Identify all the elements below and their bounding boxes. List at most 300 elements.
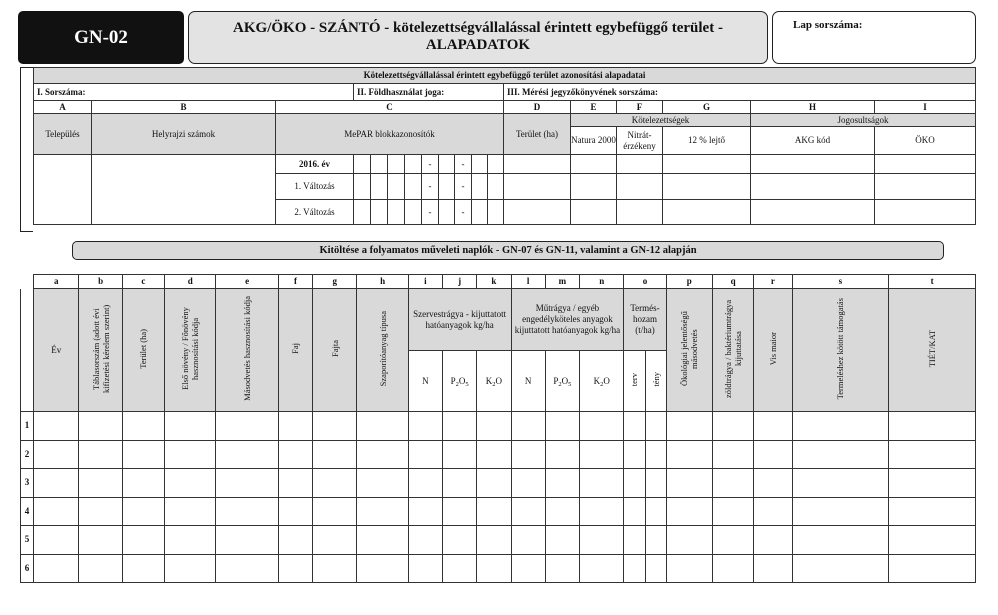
tiet-kat-cell[interactable] — [889, 469, 976, 498]
col-letter-t: t — [889, 275, 976, 289]
mepar-cell[interactable] — [388, 200, 405, 225]
organic-p-letter: P — [450, 375, 456, 386]
mineral-k-letter: K — [593, 375, 601, 386]
col-main-crop — [165, 289, 216, 412]
organic-p2o5-cell[interactable] — [443, 412, 477, 441]
serial-number-index: I. — [37, 86, 43, 97]
oko-cell[interactable] — [875, 200, 976, 225]
vis-maior-cell[interactable] — [754, 440, 792, 469]
col-letter-c: C — [276, 101, 504, 114]
yield-plan-cell[interactable] — [624, 526, 645, 555]
serial-number-label: Sorszáma: — [45, 86, 86, 97]
akg-code-cell[interactable] — [751, 200, 875, 225]
mepar-row-label: 2. Változás — [276, 200, 354, 225]
organic-k2o-cell[interactable] — [477, 440, 511, 469]
organic-p-oxygen: O — [458, 375, 466, 386]
area-cell[interactable] — [122, 440, 164, 469]
plot-number-cell[interactable] — [79, 440, 122, 469]
organic-k-subscript-2: 2 — [492, 380, 496, 388]
col-eco-green-cover-text: Ökológiai jelentőségű másodvetés — [679, 311, 700, 386]
col-letter-a: a — [34, 275, 79, 289]
mineral-n-cell[interactable] — [511, 440, 545, 469]
row-number: 6 — [21, 554, 34, 583]
organic-n-cell[interactable] — [408, 412, 442, 441]
col-parcel-numbers: Helyrajzi számok — [92, 114, 276, 155]
yield-plan-cell[interactable] — [624, 469, 645, 498]
mepar-cell[interactable] — [354, 200, 371, 225]
organic-n-cell[interactable] — [408, 526, 442, 555]
mineral-p2o5-cell[interactable] — [545, 526, 579, 555]
col-letter-b: B — [92, 101, 276, 114]
tiet-kat-cell[interactable] — [889, 440, 976, 469]
area-cell[interactable] — [122, 554, 164, 583]
mineral-k2o-cell[interactable] — [580, 497, 624, 526]
land-use-right-label: Földhasználat joga: — [368, 86, 445, 97]
measurement-record-field[interactable] — [504, 84, 976, 101]
production-aid-cell[interactable] — [792, 440, 889, 469]
col-letter-j: j — [443, 275, 477, 289]
year-cell[interactable] — [34, 412, 79, 441]
col-year: Év — [34, 289, 79, 412]
vis-maior-cell[interactable] — [754, 469, 792, 498]
main-crop-cell[interactable] — [165, 497, 216, 526]
oko-cell[interactable] — [875, 174, 976, 200]
species-cell[interactable] — [278, 554, 312, 583]
mineral-k2o-cell[interactable] — [580, 412, 624, 441]
organic-p-subscript-2: 2 — [455, 380, 459, 388]
mineral-p2o5-cell[interactable] — [545, 440, 579, 469]
col-natura2000: Natura 2000 — [571, 127, 617, 155]
variety-cell[interactable] — [313, 469, 357, 498]
col-settlement: Település — [34, 114, 92, 155]
yield-actual-cell[interactable] — [645, 469, 666, 498]
second-crop-cell[interactable] — [216, 469, 278, 498]
mineral-p-subscript-5: 5 — [568, 380, 572, 388]
col-area: Terület (ha) — [504, 114, 571, 155]
organic-p2o5-cell[interactable] — [443, 440, 477, 469]
mineral-p-oxygen: O — [561, 375, 569, 386]
natura-cell[interactable] — [571, 155, 617, 174]
col-letter-c: c — [122, 275, 164, 289]
nitrate-cell[interactable] — [617, 155, 663, 174]
serial-number-field[interactable] — [34, 84, 354, 101]
mepar-cell[interactable] — [354, 155, 371, 174]
col-species — [278, 289, 312, 412]
col-letter-s: s — [792, 275, 889, 289]
mineral-k2o — [580, 351, 624, 412]
seed-type-cell[interactable] — [357, 412, 408, 441]
group-mineral-fertilizer: Műtrágya / egyéb engedélyköteles anyagok kijuttatott hatóanyagok kg/ha — [511, 289, 624, 351]
green-manure-cell[interactable] — [712, 497, 753, 526]
tiet-kat-cell[interactable] — [889, 497, 976, 526]
nitrate-cell[interactable] — [617, 200, 663, 225]
group-yield: Termés-hozam (t/ha) — [624, 289, 666, 351]
mineral-n-cell[interactable] — [511, 526, 545, 555]
species-cell[interactable] — [278, 497, 312, 526]
akg-code-cell[interactable] — [751, 155, 875, 174]
year-cell[interactable] — [34, 469, 79, 498]
mineral-k-oxygen: O — [603, 375, 610, 386]
mepar-separator: - — [455, 200, 472, 225]
row-number: 2 — [21, 440, 34, 469]
yield-actual-text: tény — [650, 372, 661, 387]
row-number: 5 — [21, 526, 34, 555]
col-letter-r: r — [754, 275, 792, 289]
seed-type-cell[interactable] — [357, 497, 408, 526]
col-letter-a: A — [34, 101, 92, 114]
main-crop-cell[interactable] — [165, 526, 216, 555]
organic-k2o-cell[interactable] — [477, 554, 511, 583]
sheet-number-field[interactable] — [772, 11, 976, 64]
col-main-crop-text: Első növény / Főnövény hasznosítási kódja — [180, 307, 201, 390]
yield-plan-text: terv — [629, 372, 640, 387]
mepar-cell[interactable] — [388, 174, 405, 200]
mineral-n: N — [511, 351, 545, 412]
variety-cell[interactable] — [313, 440, 357, 469]
col-seed-type-text: Szaporítóanyag típusa — [377, 310, 388, 387]
year-cell[interactable] — [34, 554, 79, 583]
organic-k-oxygen: O — [495, 375, 503, 386]
mepar-cell[interactable] — [371, 155, 388, 174]
mineral-n-cell[interactable] — [511, 412, 545, 441]
mepar-cell[interactable] — [488, 200, 504, 225]
mineral-k2o-cell[interactable] — [580, 554, 624, 583]
area-cell[interactable] — [504, 174, 571, 200]
mepar-cell[interactable] — [439, 155, 455, 174]
mineral-p2o5-cell[interactable] — [545, 497, 579, 526]
organic-p2o5-cell[interactable] — [443, 526, 477, 555]
year-cell[interactable] — [34, 440, 79, 469]
organic-k2o-cell[interactable] — [477, 469, 511, 498]
operations-rows — [20, 411, 976, 583]
col-letter-k: k — [477, 275, 511, 289]
col-variety — [313, 289, 357, 412]
green-manure-cell[interactable] — [712, 469, 753, 498]
mineral-p2o5-cell[interactable] — [545, 554, 579, 583]
yield-actual-cell[interactable] — [645, 554, 666, 583]
main-crop-cell[interactable] — [165, 554, 216, 583]
oko-cell[interactable] — [875, 155, 976, 174]
yield-plan-cell[interactable] — [624, 412, 645, 441]
col-mepar: MePAR blokkazonosítók — [276, 114, 504, 155]
mineral-p-letter: P — [553, 375, 559, 386]
mineral-n-cell[interactable] — [511, 497, 545, 526]
seed-type-cell[interactable] — [357, 469, 408, 498]
seed-type-cell[interactable] — [357, 440, 408, 469]
production-aid-cell[interactable] — [792, 412, 889, 441]
land-use-right-index: II. — [357, 86, 367, 97]
organic-p-subscript-5: 5 — [465, 380, 469, 388]
organic-k-letter: K — [485, 375, 493, 386]
organic-k2o-cell[interactable] — [477, 412, 511, 441]
slope-cell[interactable] — [663, 200, 751, 225]
organic-n: N — [408, 351, 442, 412]
year-cell[interactable] — [34, 497, 79, 526]
mepar-cell[interactable] — [472, 155, 488, 174]
form-title-line2: ALAPADATOK — [425, 37, 531, 53]
mepar-cell[interactable] — [472, 200, 488, 225]
organic-k2o-cell[interactable] — [477, 497, 511, 526]
seed-type-cell[interactable] — [357, 554, 408, 583]
seed-type-cell[interactable] — [357, 526, 408, 555]
main-crop-cell[interactable] — [165, 412, 216, 441]
col-oko: ÖKO — [875, 127, 976, 155]
eco-green-cover-cell[interactable] — [666, 526, 712, 555]
area-cell[interactable] — [504, 200, 571, 225]
mepar-separator: - — [422, 155, 439, 174]
col-letter-h: h — [357, 275, 408, 289]
mepar-separator: - — [422, 200, 439, 225]
col-area — [122, 289, 164, 412]
area-cell[interactable] — [504, 155, 571, 174]
main-crop-cell[interactable] — [165, 440, 216, 469]
organic-n-cell[interactable] — [408, 497, 442, 526]
plot-number-cell[interactable] — [79, 526, 122, 555]
production-aid-cell[interactable] — [792, 497, 889, 526]
vis-maior-cell[interactable] — [754, 554, 792, 583]
mepar-cell[interactable] — [371, 200, 388, 225]
yield-plan-cell[interactable] — [624, 497, 645, 526]
col-letter-h: H — [751, 101, 875, 114]
species-cell[interactable] — [278, 469, 312, 498]
tiet-kat-cell[interactable] — [889, 554, 976, 583]
col-letter-f: F — [617, 101, 663, 114]
col-seed-type — [357, 289, 408, 412]
col-letter-g: g — [313, 275, 357, 289]
species-cell[interactable] — [278, 412, 312, 441]
mepar-cell[interactable] — [405, 174, 422, 200]
yield-actual-cell[interactable] — [645, 497, 666, 526]
vis-maior-cell[interactable] — [754, 412, 792, 441]
settlement-cell[interactable] — [34, 155, 92, 225]
year-cell[interactable] — [34, 526, 79, 555]
variety-cell[interactable] — [313, 412, 357, 441]
area-cell[interactable] — [122, 526, 164, 555]
organic-k2o — [477, 351, 511, 412]
section2-banner: Kitöltése a folyamatos műveleti naplók - GN-07 és GN-11, valamint a GN-12 alapján — [72, 241, 944, 260]
mineral-k-subscript-2: 2 — [600, 380, 604, 388]
mineral-k2o-cell[interactable] — [580, 440, 624, 469]
col-area-text: Terület (ha) — [138, 328, 149, 369]
col-akg-code: AKG kód — [751, 127, 875, 155]
col-vis-maior — [754, 289, 792, 412]
second-crop-cell[interactable] — [216, 412, 278, 441]
mineral-k2o-cell[interactable] — [580, 526, 624, 555]
variety-cell[interactable] — [313, 526, 357, 555]
yield-actual-cell[interactable] — [645, 526, 666, 555]
col-green-manure-text: zöldtrágya / baktériumtrágya kijuttatása — [723, 299, 744, 398]
natura-cell[interactable] — [571, 200, 617, 225]
variety-cell[interactable] — [313, 554, 357, 583]
row-number: 1 — [21, 412, 34, 441]
col-second-crop-text: Másodvetés hasznosítási kódja — [242, 296, 253, 401]
mineral-p2o5-cell[interactable] — [545, 412, 579, 441]
slope-cell[interactable] — [663, 155, 751, 174]
form-code-badge: GN-02 — [18, 11, 184, 64]
green-manure-cell[interactable] — [712, 526, 753, 555]
mineral-p2o5 — [545, 351, 579, 412]
table-row — [21, 469, 976, 498]
measurement-record-label: Mérési jegyzőkönyvének sorszáma: — [522, 86, 658, 97]
mepar-row-label: 2016. év — [276, 155, 354, 174]
mineral-n-cell[interactable] — [511, 554, 545, 583]
col-eco-green-cover — [666, 289, 712, 412]
table-row — [21, 440, 976, 469]
organic-p2o5-cell[interactable] — [443, 554, 477, 583]
yield-plan-cell[interactable] — [624, 440, 645, 469]
tiet-kat-cell[interactable] — [889, 412, 976, 441]
col-second-crop — [216, 289, 278, 412]
table-row — [21, 412, 976, 441]
yield-plan-cell[interactable] — [624, 554, 645, 583]
mineral-p-subscript-2: 2 — [558, 380, 562, 388]
second-crop-cell[interactable] — [216, 554, 278, 583]
nitrate-cell[interactable] — [617, 174, 663, 200]
table-row — [21, 526, 976, 555]
area-cell[interactable] — [122, 412, 164, 441]
yield-actual-cell[interactable] — [645, 440, 666, 469]
mepar-cell[interactable] — [439, 174, 455, 200]
col-production-aid-text: Termeléshez kötött támogatás — [835, 297, 846, 400]
second-crop-cell[interactable] — [216, 526, 278, 555]
organic-p2o5-cell[interactable] — [443, 497, 477, 526]
plot-number-cell[interactable] — [79, 497, 122, 526]
organic-p2o5-cell[interactable] — [443, 469, 477, 498]
area-cell[interactable] — [122, 469, 164, 498]
green-manure-cell[interactable] — [712, 440, 753, 469]
mepar-cell[interactable] — [439, 200, 455, 225]
group-obligations: Kötelezettségek — [571, 114, 751, 127]
col-letter-e: e — [216, 275, 278, 289]
sheet-number-label: Lap sorszáma: — [793, 19, 863, 31]
mineral-p2o5-cell[interactable] — [545, 469, 579, 498]
col-letter-l: l — [511, 275, 545, 289]
slope-cell[interactable] — [663, 174, 751, 200]
yield-actual — [645, 351, 666, 412]
row-number: 4 — [21, 497, 34, 526]
mepar-cell[interactable] — [354, 174, 371, 200]
col-slope: 12 % lejtő — [663, 127, 751, 155]
green-manure-cell[interactable] — [712, 554, 753, 583]
mepar-cell[interactable] — [405, 200, 422, 225]
eco-green-cover-cell[interactable] — [666, 440, 712, 469]
organic-p2o5 — [443, 351, 477, 412]
production-aid-cell[interactable] — [792, 526, 889, 555]
mepar-separator: - — [455, 155, 472, 174]
group-rights: Jogosultságok — [751, 114, 976, 127]
row-number: 3 — [21, 469, 34, 498]
mepar-cell[interactable] — [472, 174, 488, 200]
second-crop-cell[interactable] — [216, 440, 278, 469]
akg-code-cell[interactable] — [751, 174, 875, 200]
table-row — [21, 554, 976, 583]
land-use-right-field[interactable] — [354, 84, 504, 101]
production-aid-cell[interactable] — [792, 554, 889, 583]
mepar-cell[interactable] — [488, 174, 504, 200]
production-aid-cell[interactable] — [792, 469, 889, 498]
variety-cell[interactable] — [313, 497, 357, 526]
mepar-cell[interactable] — [488, 155, 504, 174]
green-manure-cell[interactable] — [712, 412, 753, 441]
col-nitrate-sensitive: Nitrát-érzékeny — [617, 127, 663, 155]
mineral-k2o-cell[interactable] — [580, 469, 624, 498]
col-vis-maior-text: Vis maior — [767, 331, 778, 366]
col-plot-number — [79, 289, 122, 412]
col-letter-n: n — [580, 275, 624, 289]
natura-cell[interactable] — [571, 174, 617, 200]
yield-actual-cell[interactable] — [645, 412, 666, 441]
vis-maior-cell[interactable] — [754, 526, 792, 555]
organic-n-cell[interactable] — [408, 469, 442, 498]
col-plot-number-text: Táblasorszám (adott évi kifizetési kérelem szerint) — [90, 304, 111, 393]
eco-green-cover-cell[interactable] — [666, 469, 712, 498]
col-letter-b: b — [79, 275, 122, 289]
col-letter-f: f — [278, 275, 312, 289]
col-letter-e: E — [571, 101, 617, 114]
col-letter-d: D — [504, 101, 571, 114]
col-letter-o: o — [624, 275, 666, 289]
species-cell[interactable] — [278, 440, 312, 469]
col-letter-i: I — [875, 101, 976, 114]
col-tiet-kat-text: TIÉT/KAT — [927, 329, 938, 368]
section1-side-bar — [20, 67, 33, 232]
parcel-numbers-cell[interactable] — [92, 155, 276, 225]
col-letter-g: G — [663, 101, 751, 114]
mepar-row-label: 1. Változás — [276, 174, 354, 200]
mepar-cell[interactable] — [405, 155, 422, 174]
area-cell[interactable] — [122, 497, 164, 526]
col-tiet-kat — [889, 289, 976, 412]
col-letter-m: m — [545, 275, 579, 289]
plot-number-cell[interactable] — [79, 469, 122, 498]
organic-k2o-cell[interactable] — [477, 526, 511, 555]
second-crop-cell[interactable] — [216, 497, 278, 526]
col-production-aid — [792, 289, 889, 412]
col-species-text: Faj — [290, 343, 301, 354]
organic-n-cell[interactable] — [408, 440, 442, 469]
tiet-kat-cell[interactable] — [889, 526, 976, 555]
col-letter-i: i — [408, 275, 442, 289]
operations-table — [20, 274, 976, 412]
col-letter-p: p — [666, 275, 712, 289]
identification-table — [33, 67, 976, 225]
species-cell[interactable] — [278, 526, 312, 555]
mepar-cell[interactable] — [388, 155, 405, 174]
col-variety-text: Fajta — [329, 340, 340, 357]
plot-number-cell[interactable] — [79, 412, 122, 441]
vis-maior-cell[interactable] — [754, 497, 792, 526]
mepar-separator: - — [422, 174, 439, 200]
mineral-n-cell[interactable] — [511, 469, 545, 498]
group-organic-manure: Szervestrágya - kijuttatott hatóanyagok kg/ha — [408, 289, 511, 351]
eco-green-cover-cell[interactable] — [666, 497, 712, 526]
mepar-cell[interactable] — [371, 174, 388, 200]
plot-number-cell[interactable] — [79, 554, 122, 583]
main-crop-cell[interactable] — [165, 469, 216, 498]
organic-n-cell[interactable] — [408, 554, 442, 583]
col-letter-q: q — [712, 275, 753, 289]
section1-heading: Kötelezettségvállalással érintett egybefüggő terület azonosítási alapadatai — [34, 68, 976, 84]
form-title-line1: AKG/ÖKO - SZÁNTÓ - kötelezettségvállalással érintett egybefüggő terület - — [233, 20, 723, 36]
yield-plan — [624, 351, 645, 412]
col-green-manure — [712, 289, 753, 412]
col-letter-d: d — [165, 275, 216, 289]
form-title — [188, 11, 768, 64]
measurement-record-index: III. — [507, 86, 520, 97]
table-row — [21, 497, 976, 526]
eco-green-cover-cell[interactable] — [666, 554, 712, 583]
eco-green-cover-cell[interactable] — [666, 412, 712, 441]
